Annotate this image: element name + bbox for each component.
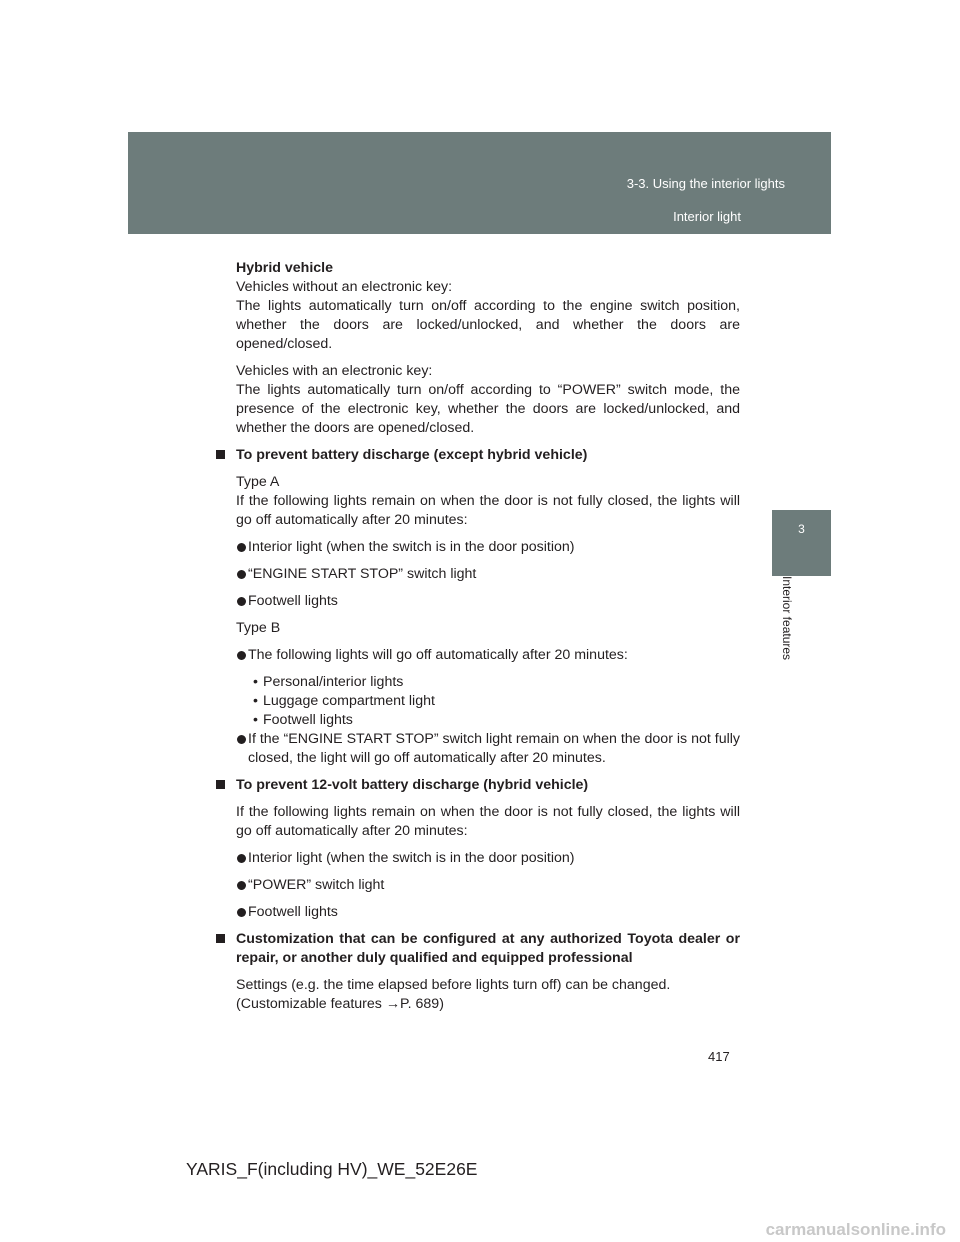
chapter-number: 3 (798, 522, 805, 536)
sub-list-item-text: Luggage compartment light (263, 693, 435, 709)
list-item-text: The following lights will go off automatically after 20 minutes: (248, 647, 628, 663)
round-bullet-icon (237, 543, 246, 552)
list-item-text: “ENGINE START STOP” switch light (248, 566, 477, 582)
hv-text: If the following lights remain on when the door is not fully closed, the lights will go off automatically after 20 minutes: (236, 804, 740, 839)
list-item (206, 876, 740, 895)
section-title: 3-3. Using the interior lights (626, 176, 785, 191)
list-item (206, 849, 740, 868)
square-bullet-icon (216, 780, 225, 789)
sub-list-item: • Footwell lights (253, 712, 353, 728)
hybrid-title: Hybrid vehicle (236, 260, 333, 276)
hybrid-no-key-label: Vehicles without an electronic key: (236, 279, 453, 295)
battery-heading-text: To prevent battery discharge (except hybrid vehicle) (236, 447, 588, 463)
hybrid-key-text: The lights automatically turn on/off according to “POWER” switch mode, the presence of the electronic key, whether the doors are locked/unlocked, and whether the doors are opened/closed. (236, 382, 740, 436)
square-bullet-icon (216, 934, 225, 943)
list-item (206, 565, 740, 584)
chapter-tab (772, 510, 831, 576)
watermark: carmanualsonline.info (765, 1220, 946, 1239)
list-item (206, 730, 740, 768)
round-bullet-icon (237, 881, 246, 890)
hv-heading (206, 776, 740, 795)
round-bullet-icon (237, 651, 246, 660)
sub-list-item: • Luggage compartment light (253, 693, 435, 709)
customization-heading (206, 930, 740, 968)
chapter-label: Interior features (780, 576, 794, 661)
sub-list-item-text: Footwell lights (263, 712, 353, 728)
page-content (206, 259, 740, 1014)
type-b-label: Type B (236, 620, 281, 636)
customization-ref: (Customizable features →P. 689) (236, 996, 444, 1012)
round-bullet-icon (237, 735, 246, 744)
list-item (206, 538, 740, 557)
list-item-text: Interior light (when the switch is in the door position) (248, 539, 575, 555)
sub-list-item: • Personal/interior lights (253, 674, 404, 690)
header-band (128, 132, 831, 234)
customization-heading-text: Customization that can be configured at any authorized Toyota dealer or repair, or another duly qualified and equipped professional (236, 931, 740, 966)
type-a-text: If the following lights remain on when the door is not fully closed, the lights will go off automatically after 20 minutes: (236, 493, 740, 528)
customization-text: Settings (e.g. the time elapsed before lights turn off) can be changed. (236, 977, 671, 993)
round-bullet-icon (237, 570, 246, 579)
round-bullet-icon (237, 597, 246, 606)
list-item-text: “POWER” switch light (248, 877, 385, 893)
type-a-label: Type A (236, 474, 280, 490)
list-item (206, 903, 740, 922)
round-bullet-icon (237, 854, 246, 863)
round-bullet-icon (237, 908, 246, 917)
list-item-text: Footwell lights (248, 904, 338, 920)
hybrid-no-key-text: The lights automatically turn on/off according to the engine switch position, whether the doors are locked/unlocked, and whether the doors are opened/closed. (236, 298, 740, 352)
list-item-text: Interior light (when the switch is in the door position) (248, 850, 575, 866)
hv-heading-text: To prevent 12-volt battery discharge (hybrid vehicle) (236, 777, 589, 793)
hybrid-key-label: Vehicles with an electronic key: (236, 363, 433, 379)
battery-heading (206, 446, 740, 465)
subsection-title: Interior light (673, 209, 741, 224)
list-item-text: Footwell lights (248, 593, 338, 609)
list-item (206, 592, 740, 611)
square-bullet-icon (216, 450, 225, 459)
footer-doc-id: YARIS_F(including HV)_WE_52E26E (186, 1159, 478, 1179)
page-number: 417 (708, 1049, 730, 1064)
sub-list-item-text: Personal/interior lights (263, 674, 404, 690)
list-item (206, 646, 740, 665)
list-item-text: If the “ENGINE START STOP” switch light remain on when the door is not fully closed, the light will go off automatically after 20 minutes. (248, 731, 740, 766)
